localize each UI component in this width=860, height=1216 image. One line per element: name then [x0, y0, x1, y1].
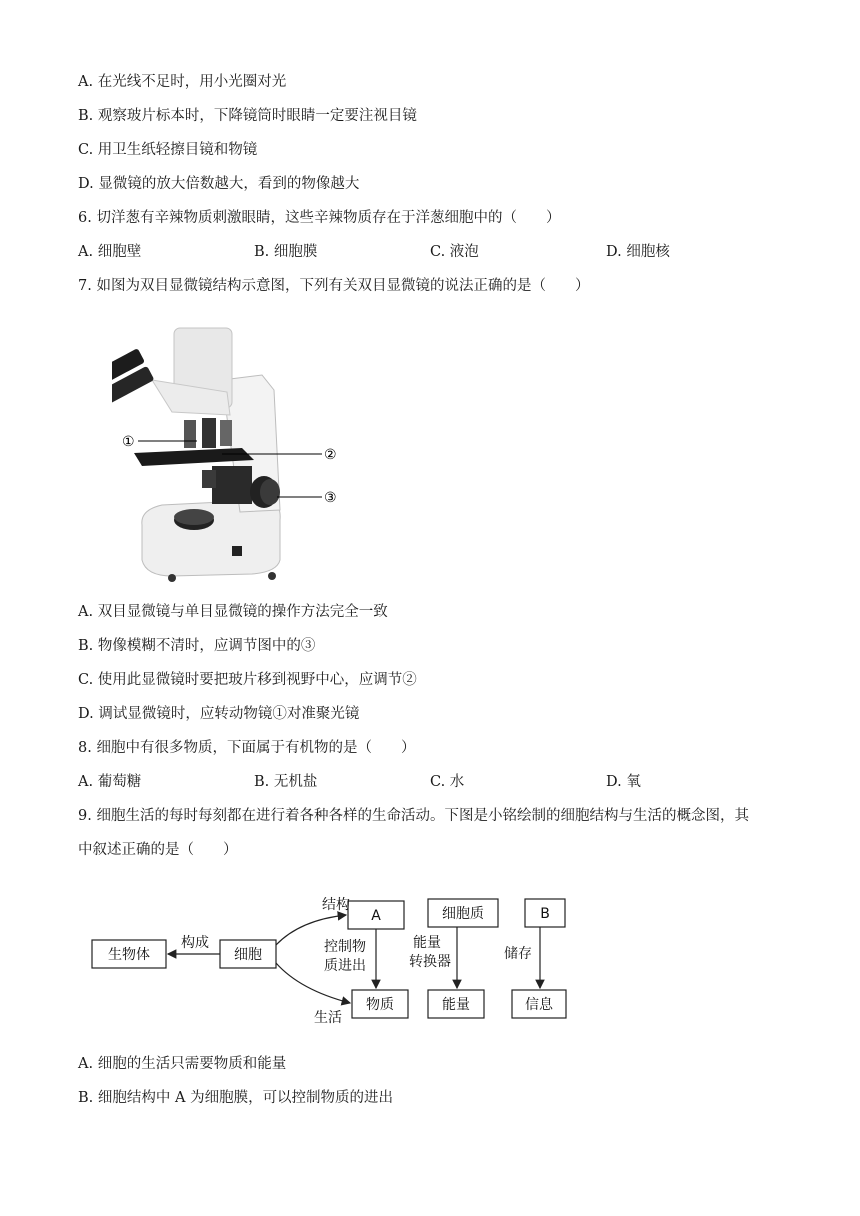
q8-option-a: A. 葡萄糖 [78, 774, 142, 790]
edge-label-energy-1: 能量 [413, 935, 441, 951]
node-energy: 能量 [442, 997, 470, 1013]
q8-stem: 8. 细胞中有很多物质，下面属于有机物的是（ ） [78, 740, 416, 756]
node-cytoplasm: 细胞质 [442, 906, 484, 922]
q5-option-c: C. 用卫生纸轻擦目镜和物镜 [78, 142, 258, 158]
node-cell: 细胞 [234, 947, 262, 963]
edge-label-store: 储存 [504, 946, 532, 962]
edge-label-control-1: 控制物 [324, 939, 366, 955]
q5-option-d: D. 显微镜的放大倍数越大，看到的物像越大 [78, 176, 360, 192]
edge-label-control-2: 质进出 [324, 958, 366, 974]
node-b: B [540, 906, 550, 922]
q8-option-b: B. 无机盐 [254, 774, 318, 790]
q7-stem: 7. 如图为双目显微镜结构示意图，下列有关双目显微镜的说法正确的是（ ） [78, 278, 590, 294]
q9-option-a: A. 细胞的生活只需要物质和能量 [78, 1056, 287, 1072]
q8-option-c: C. 水 [430, 774, 465, 790]
microscope-figure [112, 320, 352, 585]
q9-stem-line1: 9. 细胞生活的每时每刻都在进行着各种各样的生命活动。下图是小铭绘制的细胞结构与生活的概念图，其 [78, 808, 749, 824]
q9-option-b: B. 细胞结构中 A 为细胞膜，可以控制物质的进出 [78, 1090, 394, 1106]
node-a: A [371, 908, 381, 924]
edge-label-life: 生活 [314, 1010, 342, 1026]
q6-option-c: C. 液泡 [430, 244, 479, 260]
edge-label-compose: 构成 [181, 935, 209, 951]
label-3: ③ [324, 490, 337, 506]
concept-map [80, 885, 600, 1035]
node-information: 信息 [525, 997, 553, 1013]
edge-label-energy-2: 转换器 [409, 954, 451, 970]
q7-option-c: C. 使用此显微镜时要把玻片移到视野中心，应调节② [78, 672, 417, 688]
q7-option-d: D. 调试显微镜时，应转动物镜①对准聚光镜 [78, 706, 360, 722]
node-organism: 生物体 [108, 947, 150, 963]
q6-option-a: A. 细胞壁 [78, 244, 142, 260]
q6-option-b: B. 细胞膜 [254, 244, 318, 260]
q5-option-b: B. 观察玻片标本时，下降镜筒时眼睛一定要注视目镜 [78, 108, 417, 124]
label-2: ② [324, 447, 337, 463]
label-1: ① [122, 434, 135, 450]
q7-option-b: B. 物像模糊不清时，应调节图中的③ [78, 638, 316, 654]
q6-option-d: D. 细胞核 [606, 244, 670, 260]
q7-option-a: A. 双目显微镜与单目显微镜的操作方法完全一致 [78, 604, 388, 620]
node-matter: 物质 [366, 997, 394, 1013]
q6-stem: 6. 切洋葱有辛辣物质刺激眼睛，这些辛辣物质存在于洋葱细胞中的（ ） [78, 210, 561, 226]
q5-option-a: A. 在光线不足时，用小光圈对光 [78, 74, 287, 90]
edge-label-structure: 结构 [322, 897, 350, 913]
q9-stem-line2: 中叙述正确的是（ ） [78, 842, 238, 858]
q8-option-d: D. 氧 [606, 774, 641, 790]
